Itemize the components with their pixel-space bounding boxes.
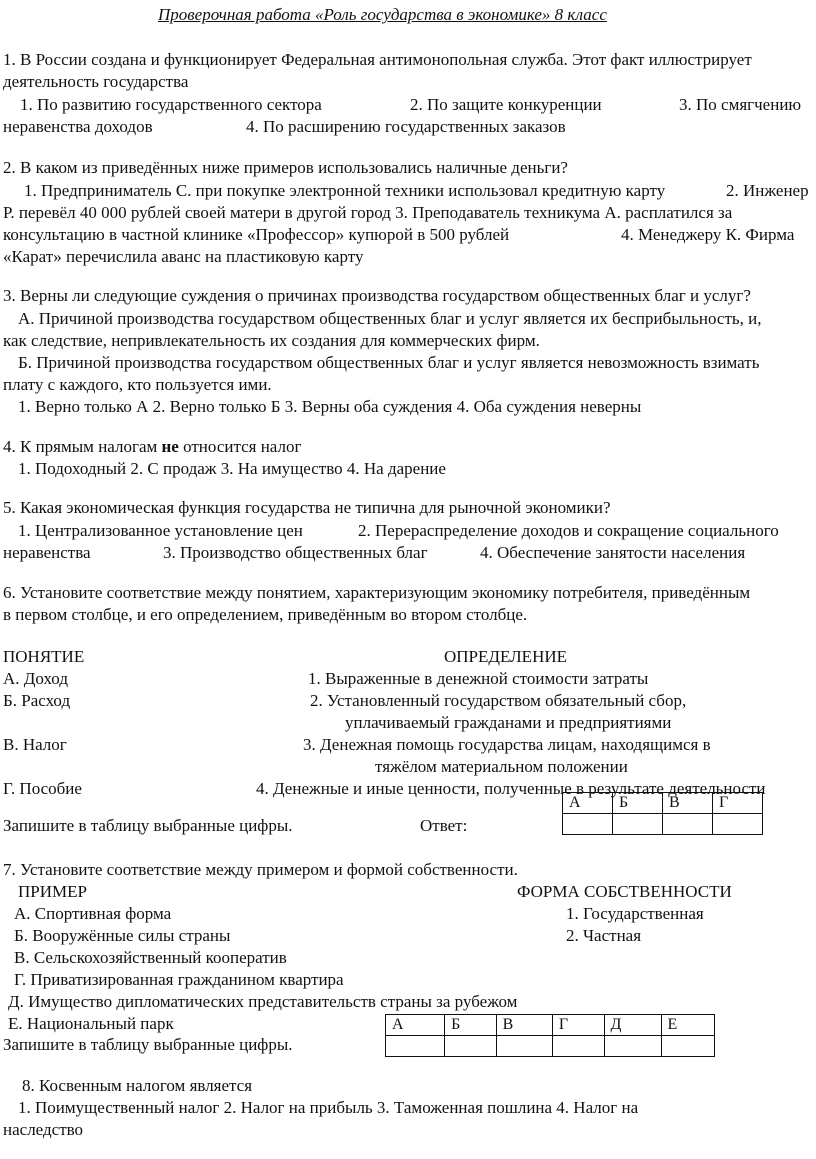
q7-write-instruction: Запишите в таблицу выбранные цифры. (3, 1035, 293, 1054)
q6-definition-2-cont: уплачиваемый гражданами и предприятиями (345, 713, 672, 732)
q5-option-4: 4. Обеспечение занятости населения (480, 543, 746, 562)
q8-options-cont: наследство (3, 1120, 84, 1139)
q5-option-3: 3. Производство общественных благ (163, 543, 428, 562)
q7-example-a: А. Спортивная форма (14, 904, 172, 923)
q7-answer-table-input-row (386, 1036, 715, 1057)
q6-definition-3-cont: тяжёлом материальном положении (375, 757, 628, 776)
q7-text: 7. Установите соответствие между примером и формой собственности. (3, 860, 518, 879)
q6-definition-3: 3. Денежная помощь государства лицам, находящимся в (303, 735, 711, 754)
q6-answer-table-header-row (563, 793, 763, 814)
q8-text: 8. Косвенным налогом является (22, 1076, 253, 1095)
q2-line-5: «Карат» перечислила аванс на пластиковую карту (3, 247, 364, 266)
q3-options: 1. Верно только А 2. Верно только Б 3. Верны оба суждения 4. Оба суждения неверны (18, 397, 642, 416)
q2-option-4: 4. Менеджеру К. Фирма (621, 225, 795, 244)
q4-text-pre: 4. К прямым налогам (3, 437, 162, 456)
q7-example-d: Д. Имущество дипломатических представительств страны за рубежом (8, 992, 518, 1011)
q3-statement-b: Б. Причиной производства государством общественных благ и услуг является невозможность взимать (18, 353, 760, 372)
q6-concept-b: Б. Расход (3, 691, 71, 710)
q6-write-instruction: Запишите в таблицу выбранные цифры. (3, 816, 293, 835)
q6-answer-label: Ответ: (420, 816, 468, 835)
q7-header-example: ПРИМЕР (18, 882, 87, 901)
q1-text-line-1: 1. В России создана и функционирует Федеральная антимонопольная служба. Этот факт иллюстрирует (3, 50, 752, 69)
q3-statement-b-cont: плату с каждого, кто пользуется ими. (3, 375, 272, 394)
q7-table-header-cell: В (496, 1015, 552, 1036)
q6-table-header-cell: А (563, 793, 613, 814)
q3-statement-a-cont: как следствие, непривлекательность их создания для коммерческих фирм. (3, 331, 540, 350)
q5-text: 5. Какая экономическая функция государства не типична для рыночной экономики? (3, 498, 611, 517)
q1-option-3: 3. По смягчению (679, 95, 802, 114)
q1-text-line-2: деятельность государства (3, 72, 189, 91)
q6-text-line-1: 6. Установите соответствие между понятием, характеризующим экономику потребителя, приведённым (3, 583, 751, 602)
q6-answer-cell[interactable] (563, 814, 613, 835)
q6-definition-4: 4. Денежные и иные ценности, полученные в результате деятельности (256, 779, 766, 798)
q2-option-1: 1. Предприниматель С. при покупке электронной техники использовал кредитную карту (24, 181, 666, 200)
q4-options: 1. Подоходный 2. С продаж 3. На имущество 4. На дарение (18, 459, 446, 478)
q5-option-1: 1. Централизованное установление цен (18, 521, 303, 540)
q6-concept-a: А. Доход (3, 669, 68, 688)
q6-answer-table (562, 792, 763, 835)
q4-text-post: относится налог (178, 437, 302, 456)
q7-answer-table-header-row (386, 1015, 715, 1036)
q7-example-v: В. Сельскохозяйственный кооператив (14, 948, 287, 967)
q6-answer-cell[interactable] (713, 814, 763, 835)
q5-option-2-cont: неравенства (3, 543, 91, 562)
q6-concept-v: В. Налог (3, 735, 67, 754)
q6-header-definition: ОПРЕДЕЛЕНИЕ (444, 647, 568, 666)
q7-answer-cell[interactable] (661, 1036, 714, 1057)
q7-form-2: 2. Частная (566, 926, 642, 945)
q3-statement-a: А. Причиной производства государством общественных благ и услуг является их бесприбыльность, и, (18, 309, 762, 328)
q6-header-concept: ПОНЯТИЕ (3, 647, 85, 666)
q7-answer-cell[interactable] (386, 1036, 445, 1057)
q5-option-2: 2. Перераспределение доходов и сокращение социального (358, 521, 779, 540)
q4-text-bold: не (161, 437, 179, 456)
q3-text: 3. Верны ли следующие суждения о причинах производства государством общественных благ и услуг? (3, 286, 751, 305)
q7-table-header-cell: Г (552, 1015, 604, 1036)
q6-text-line-2: в первом столбце, и его определением, приведённым во втором столбце. (3, 605, 528, 624)
q7-form-1: 1. Государственная (566, 904, 704, 923)
q8-options: 1. Поимущественный налог 2. Налог на прибыль 3. Таможенная пошлина 4. Налог на (18, 1098, 639, 1117)
q1-option-3-cont: неравенства доходов (3, 117, 153, 136)
q2-line-4: консультацию в частной клинике «Профессор» купюрой в 500 рублей (3, 225, 510, 244)
q6-table-header-cell: Б (613, 793, 663, 814)
q1-option-4: 4. По расширению государственных заказов (246, 117, 566, 136)
q1-option-2: 2. По защите конкуренции (410, 95, 602, 114)
q7-answer-cell[interactable] (552, 1036, 604, 1057)
q7-example-g: Г. Приватизированная гражданином квартира (14, 970, 344, 989)
q7-table-header-cell: А (386, 1015, 445, 1036)
q6-definition-1: 1. Выраженные в денежной стоимости затраты (308, 669, 649, 688)
q7-table-header-cell: Б (445, 1015, 497, 1036)
q6-answer-table-input-row (563, 814, 763, 835)
q6-answer-cell[interactable] (613, 814, 663, 835)
page-title: Проверочная работа «Роль государства в экономике» 8 класс (158, 5, 607, 24)
q6-table-header-cell: Г (713, 793, 763, 814)
q1-option-1: 1. По развитию государственного сектора (20, 95, 322, 114)
q7-answer-cell[interactable] (496, 1036, 552, 1057)
q2-line-3: Р. перевёл 40 000 рублей своей матери в другой город 3. Преподаватель техникума А. расплатился за (3, 203, 733, 222)
q7-example-b: Б. Вооружённые силы страны (14, 926, 231, 945)
q2-option-2: 2. Инженер (726, 181, 809, 200)
q7-header-ownership: ФОРМА СОБСТВЕННОСТИ (517, 882, 732, 901)
q7-table-header-cell: Е (661, 1015, 714, 1036)
q6-concept-g: Г. Пособие (3, 779, 82, 798)
q7-answer-cell[interactable] (604, 1036, 661, 1057)
q7-table-header-cell: Д (604, 1015, 661, 1036)
q6-definition-2: 2. Установленный государством обязательный сбор, (310, 691, 687, 710)
q7-answer-cell[interactable] (445, 1036, 497, 1057)
q2-text: 2. В каком из приведённых ниже примеров использовались наличные деньги? (3, 158, 568, 177)
q7-answer-table (385, 1014, 715, 1057)
q6-table-header-cell: В (663, 793, 713, 814)
q7-example-e: Е. Национальный парк (8, 1014, 174, 1033)
q6-answer-cell[interactable] (663, 814, 713, 835)
q4-text (3, 436, 301, 457)
